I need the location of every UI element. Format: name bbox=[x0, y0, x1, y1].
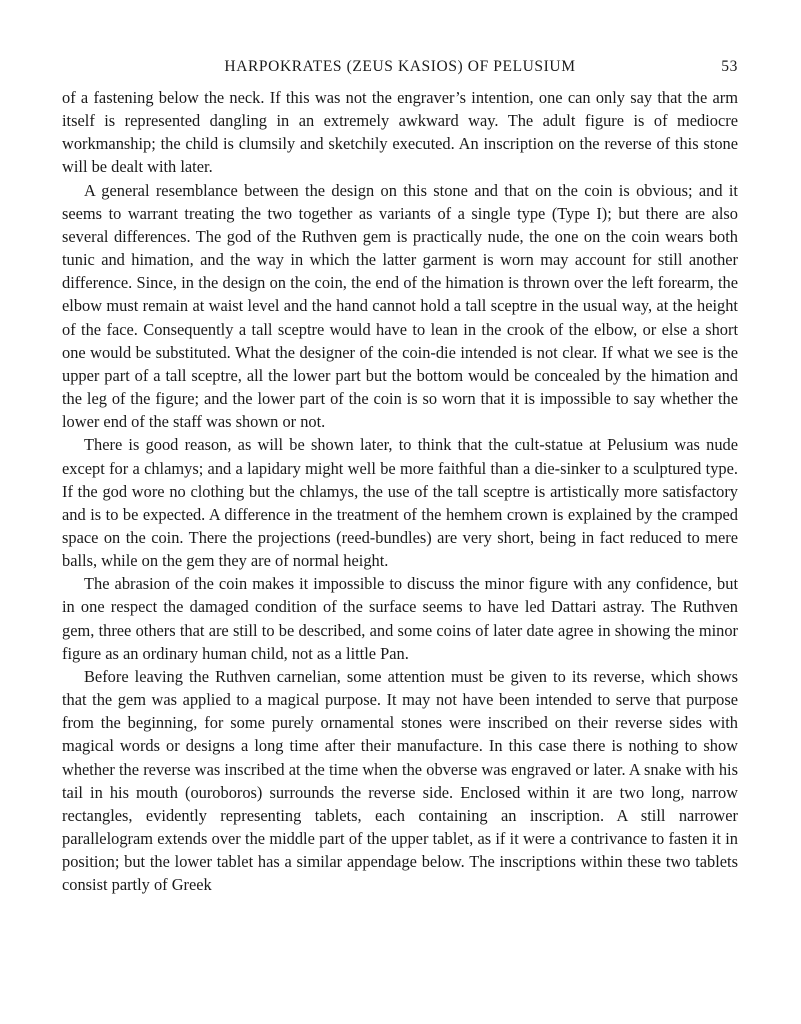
running-head bbox=[62, 56, 738, 80]
paragraph-cult-statue: There is good reason, as will be shown later, to think that the cult-statue at Pelusium was nude except for a chlamys; and a lapidary might well be more faithful than a die-sinker to a sculptured type. If the god wore no clothing but the chlamys, the use of the tall sceptre is artistically more satisfactory and is to be expected. A difference in the treatment of the hemhem crown is explained by the cramped space on the coin. There the projections (reed-bundles) are very short, being in fact reduced to mere balls, while on the gem they are of normal height. bbox=[62, 435, 738, 571]
book-page bbox=[62, 56, 738, 896]
paragraph-continuation: of a fastening below the neck. If this was not the engraver’s intention, one can only say that the arm itself is represented dangling in an extremely awkward way. The adult figure is of mediocre workmanship; the child is clumsily and sketchily executed. An inscription on the reverse of this stone will be dealt with later. bbox=[62, 88, 738, 177]
paragraph-type-comparison: A general resemblance between the design on this stone and that on the coin is obvious; and it seems to warrant treating the two together as variants of a single type (Type I); but there are also several differences. The god of the Ruthven gem is practically nude, the one on the coin wears both tunic and himation, and the way in which the latter garment is worn may account for still another difference. Since, in the design on the coin, the end of the himation is thrown over the left forearm, the elbow must remain at waist level and the hand cannot hold a tall sceptre in the usual way, at the height of the face. Consequently a tall sceptre would have to lean in the crook of the elbow, or else a short one would be substituted. What the designer of the coin-die intended is not clear. If what we see is the upper part of a tall sceptre, all the lower part but the bottom would be concealed by the himation and the leg of the figure; and the lower part of the coin is so worn that it is impossible to say whether the lower end of the staff was shown or not. bbox=[62, 180, 738, 432]
paragraph-reverse-side: Before leaving the Ruthven carnelian, some attention must be given to its reverse, which shows that the gem was applied to a magical purpose. It may not have been intended to serve that purpose from the beginning, for some purely ornamental stones were inscribed on their reverse sides with magical words or designs a long time after their manufacture. In this case there is nothing to show whether the reverse was inscribed at the time when the obverse was engraved or later. A snake with his tail in his mouth (ouroboros) surrounds the reverse side. Enclosed within it are two long, narrow rectangles, evidently representing tablets, each containing an inscription. A still narrower parallelogram extends over the middle part of the upper tablet, as if it were a contrivance to fasten it in position; but the lower tablet has a similar appendage below. The inscriptions within these two tablets consist partly of Greek bbox=[62, 666, 738, 895]
body-text bbox=[62, 86, 738, 896]
running-title: HARPOKRATES (ZEUS KASIOS) OF PELUSIUM bbox=[224, 58, 576, 75]
paragraph-minor-figure: The abrasion of the coin makes it impossible to discuss the minor figure with any confidence, but in one respect the damaged condition of the surface seems to have led Dattari astray. The Ruthven gem, three others that are still to be described, and some coins of later date agree in showing the minor figure as an ordinary human child, not as a little Pan. bbox=[62, 574, 738, 663]
page-number: 53 bbox=[721, 58, 738, 75]
